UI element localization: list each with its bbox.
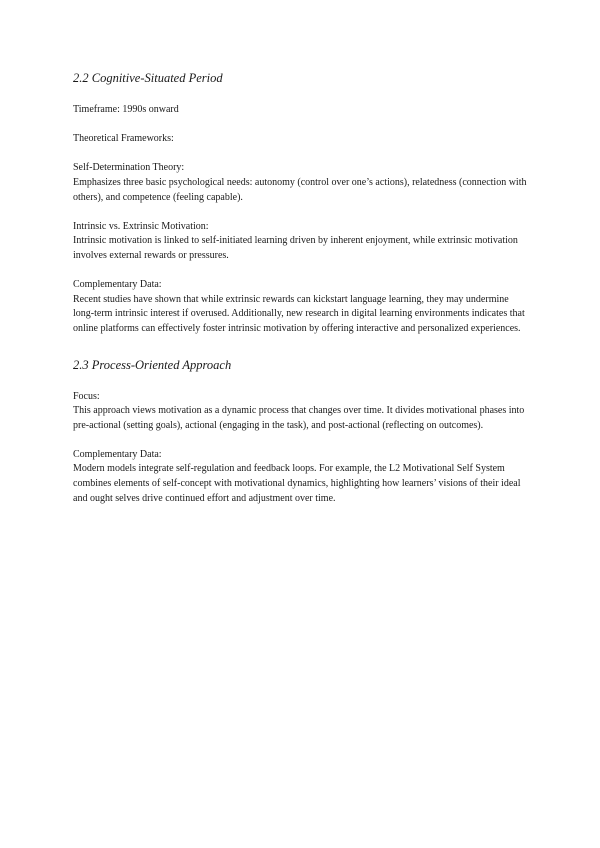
frameworks-label: Theoretical Frameworks:	[73, 133, 174, 145]
sdt-title: Self-Determination Theory:	[73, 162, 185, 174]
focus-body: This approach views motivation as a dynamic process that changes over time. It divides motivational phases into pre-actional (setting goals), actional (engaging in the task), and post-actional (reflecting on outcomes).	[73, 405, 525, 431]
intrinsic-extrinsic-title: Intrinsic vs. Extrinsic Motivation:	[73, 220, 209, 232]
intrinsic-extrinsic-body: Intrinsic motivation is linked to self-initiated learning driven by inherent enjoyment, while extrinsic motivation involves external rewards or pressures.	[73, 235, 518, 261]
timeframe-text: Timeframe: 1990s onward	[73, 104, 179, 115]
section-2-2-heading: 2.2 Cognitive-Situated Period	[73, 71, 223, 85]
complementary-data-title: Complementary Data:	[73, 279, 162, 291]
complementary-data-body-2: Modern models integrate self-regulation and feedback loops. For example, the L2 Motivational Self System combines elements of self-concept with motivational dynamics, highlighting how learners’ visions of their ideal and ought selves drive continued effort and adjustment over time.	[73, 463, 521, 504]
complementary-data-title-2: Complementary Data:	[73, 448, 162, 460]
complementary-data-body: Recent studies have shown that while extrinsic rewards can kickstart language learning, they may undermine long-term intrinsic interest if overused. Additionally, new research in digital learning environments indicates that online platforms can effectively foster intrinsic motivation by offering interactive and personalized experiences.	[73, 293, 525, 334]
sdt-body: Emphasizes three basic psychological needs: autonomy (control over one’s actions), relatedness (connection with others), and competence (feeling capable).	[73, 176, 527, 203]
document-page	[73, 70, 531, 506]
section-2-3-heading: 2.3 Process-Oriented Approach	[73, 357, 232, 372]
focus-title: Focus:	[73, 390, 100, 402]
